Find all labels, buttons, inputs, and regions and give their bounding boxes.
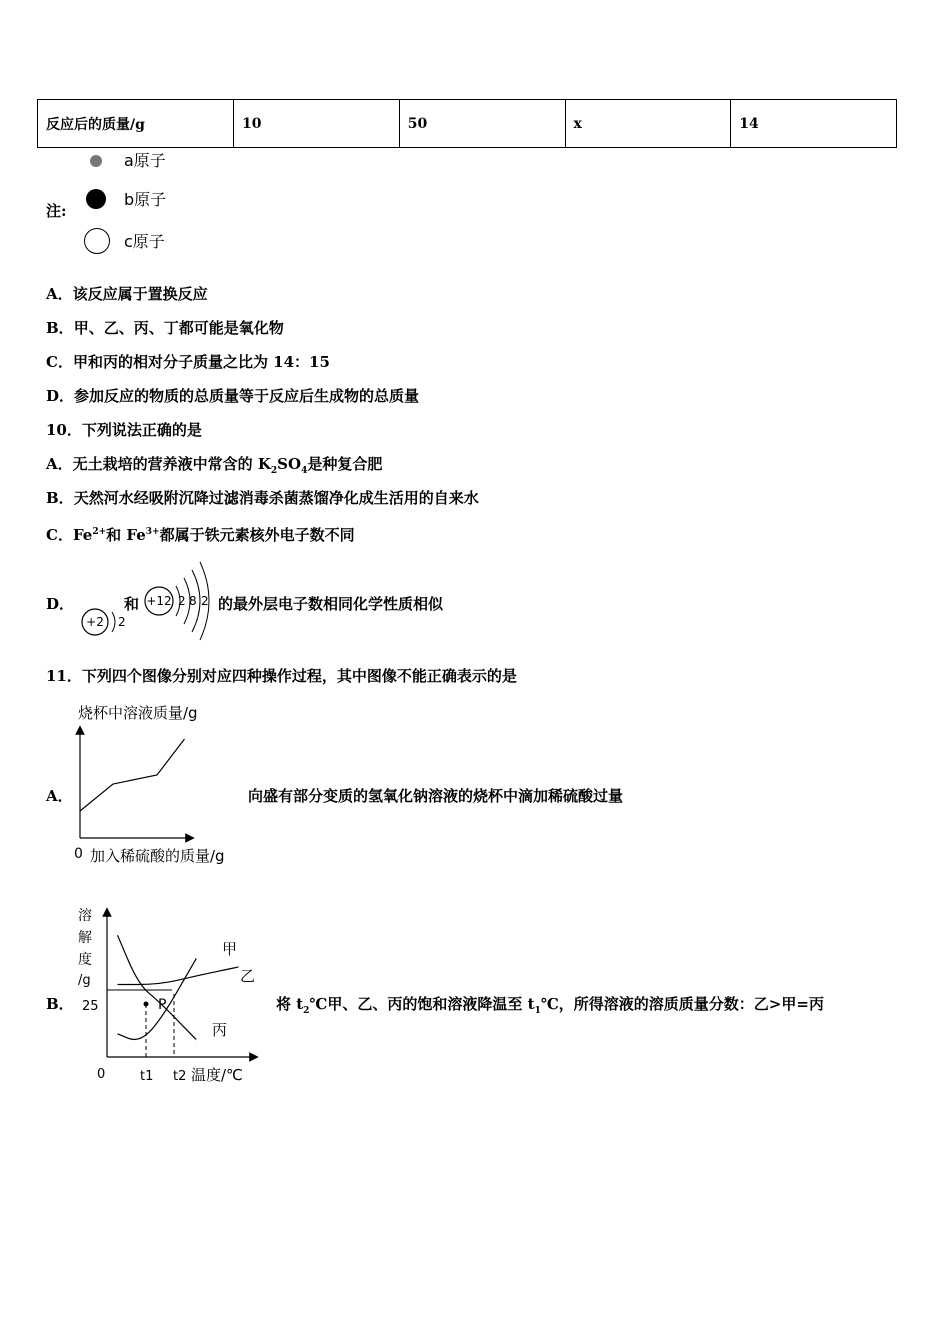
table-cell: 14 (731, 100, 897, 148)
subscript: 4 (301, 466, 308, 476)
q9-option-d (46, 386, 419, 406)
option-text: 天然河水经吸附沉降过滤消毒杀菌蒸馏净化成生活用的自来水 (73, 489, 479, 507)
subscript: 1 (534, 1006, 541, 1016)
legend-label-c: c原子 (124, 232, 165, 251)
option-letter: A． (46, 285, 73, 303)
option-letter: C． (46, 526, 73, 544)
option-text: 都属于铁元素核外电子数不同 (159, 526, 355, 544)
chart-b-ylabel-3: 度 (78, 952, 92, 968)
option-letter: D． (46, 387, 75, 405)
table-row (38, 100, 897, 148)
atom2-shell-1: 2 (178, 594, 186, 608)
subscript: 2 (303, 1006, 310, 1016)
chart-a-xlabel: 加入稀硫酸的质量/g (90, 847, 225, 865)
q11-stem: 11．下列四个图像分别对应四种操作过程，其中图像不能正确表示的是 (46, 667, 517, 685)
q10-option-c (46, 522, 355, 545)
option-text: 该反应属于置换反应 (72, 285, 208, 303)
chart-a-series-line (80, 739, 185, 811)
chart-b-legend-yi: 乙 (240, 967, 256, 985)
chart-b-ylabel-1: 溶 (78, 908, 92, 924)
chart-b-legend-jia: 甲 (222, 940, 238, 958)
atom-b-icon (86, 189, 106, 209)
chart-b-origin: 0 (97, 1067, 106, 1082)
option-text: 是种复合肥 (307, 455, 383, 473)
atom1-shell: 2 (118, 615, 126, 629)
chart-b-point-label: P (158, 997, 167, 1013)
q11-option-b-text (276, 994, 824, 1021)
atom-a-icon (90, 155, 102, 167)
chart-b-ylabel-4: /g (78, 973, 91, 988)
option-text: 将 t (276, 995, 304, 1013)
atom2-nucleus: +12 (146, 594, 172, 608)
chart-b-xtick-t2: t2 (173, 1069, 187, 1084)
option-text: ℃甲、乙、丙的饱和溶液降温至 t (309, 995, 535, 1013)
legend-label-a: a原子 (124, 151, 166, 170)
q10-d-text: 的最外层电子数相同化学性质相似 (218, 595, 444, 613)
q10-d-and: 和 (124, 595, 140, 613)
option-text: ℃，所得溶液的溶质质量分数：乙>甲=丙 (540, 995, 824, 1013)
q9-option-c (46, 352, 330, 372)
atom-structure-he-icon (78, 600, 126, 644)
chart-b-ytick-25: 25 (82, 999, 99, 1014)
chart-a (70, 700, 250, 870)
subscript: 2 (270, 466, 278, 476)
q10-option-b (46, 488, 479, 508)
chart-b-point-p (144, 1002, 149, 1007)
option-text: SO (277, 455, 302, 473)
option-text: 无土栽培的营养液中常含的 K (72, 455, 271, 473)
q11-option-b-letter: B． (46, 995, 74, 1013)
q9-option-b (46, 318, 284, 338)
mass-table (37, 99, 897, 148)
q11-option-a-text: 向盛有部分变质的氢氧化钠溶液的烧杯中滴加稀硫酸过量 (248, 787, 624, 805)
q10-stem: 10．下列说法正确的是 (46, 421, 202, 439)
table-cell: 10 (234, 100, 400, 148)
chart-b-ylabel-2: 解 (78, 930, 92, 946)
q10-option-d-letter: D． (46, 595, 75, 613)
option-letter: B． (46, 489, 74, 507)
note-label: 注: (46, 202, 67, 220)
q11-option-a-letter: A． (46, 787, 73, 805)
table-row-label: 反应后的质量/g (38, 100, 234, 148)
chart-b-legend-bing: 丙 (212, 1021, 228, 1039)
chart-a-origin: 0 (74, 846, 83, 862)
chart-b-xtick-t1: t1 (140, 1069, 154, 1084)
q9-option-a (46, 284, 208, 304)
chart-a-ylabel: 烧杯中溶液质量/g (78, 704, 198, 722)
option-letter: C． (46, 353, 73, 371)
option-text: 甲、乙、丙、丁都可能是氧化物 (73, 319, 284, 337)
legend-label-b: b原子 (124, 190, 167, 209)
option-text: 和 Fe (106, 526, 146, 544)
atom2-shell-2: 8 (189, 594, 197, 608)
superscript: 3+ (145, 527, 160, 537)
atom2-shell-3: 2 (201, 594, 209, 608)
atom1-nucleus: +2 (86, 615, 104, 629)
chart-b (72, 902, 272, 1088)
q10-option-a (46, 454, 382, 481)
table-cell: x (565, 100, 731, 148)
atom-c-icon (84, 228, 110, 254)
option-text: Fe (72, 526, 93, 544)
chart-b-xlabel: 温度/℃ (191, 1066, 243, 1084)
atom-structure-mg-icon (140, 556, 216, 642)
option-letter: A． (46, 455, 73, 473)
superscript: 2+ (92, 527, 107, 537)
option-text: 参加反应的物质的总质量等于反应后生成物的总质量 (74, 387, 420, 405)
table-cell: 50 (399, 100, 565, 148)
option-text: 甲和丙的相对分子质量之比为 14：15 (72, 353, 330, 371)
option-letter: B． (46, 319, 74, 337)
